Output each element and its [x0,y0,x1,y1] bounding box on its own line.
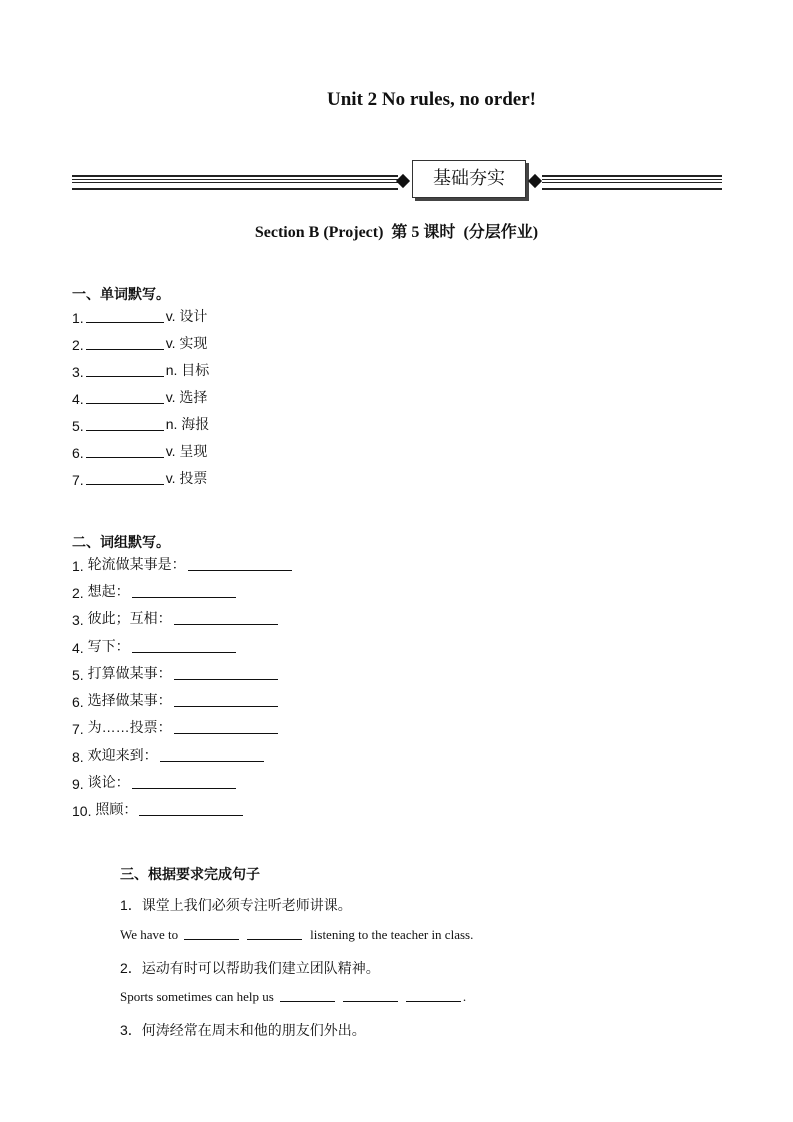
answer-blank[interactable] [139,814,243,816]
subtitle-note: (分层作业) [463,224,539,241]
q3-chinese: 3．何涛经常在周末和他的朋友们外出。 [120,1022,366,1038]
q2-after: . [462,989,467,1004]
q2-english [120,989,466,1005]
word-item [72,387,207,407]
word-item [72,468,207,488]
item-hint: v. 选择 [165,389,208,405]
answer-blank[interactable] [160,760,264,762]
item-prompt: 谈论： [87,774,130,790]
item-hint: n. 海报 [165,416,210,432]
item-prompt: 彼此；互相： [87,610,172,626]
item-num: 10. [72,803,92,819]
answer-blank[interactable] [86,321,164,323]
item-prompt: 照顾： [95,801,138,817]
item-num: 5. [72,667,84,683]
item-num: 6. [72,445,84,461]
banner-rule-left [72,175,398,190]
phrase-item [72,772,238,792]
answer-blank[interactable] [247,938,302,940]
word-item [72,306,207,326]
answer-blank[interactable] [132,787,236,789]
banner-diamond-right [528,174,542,188]
banner-label: 基础夯实 [412,160,526,198]
part3-heading: 三、根据要求完成句子 [120,866,260,882]
subtitle-lesson: 第 5 课时 [391,224,456,241]
item-prompt: 打算做某事： [87,665,172,681]
item-prompt: 写下： [87,638,130,654]
word-item [72,360,209,380]
phrase-item [72,799,245,819]
phrase-item [72,636,238,656]
item-num: 4. [72,391,84,407]
answer-blank[interactable] [86,483,164,485]
phrase-item [72,554,294,574]
word-item [72,414,209,434]
answer-blank[interactable] [280,1000,335,1002]
word-item [72,441,207,461]
item-prompt: 欢迎来到： [87,747,158,763]
phrase-item [72,581,238,601]
q2-before: Sports sometimes can help us [120,989,274,1004]
item-prompt: 想起： [87,583,130,599]
answer-blank[interactable] [132,596,236,598]
answer-blank[interactable] [174,678,278,680]
q1-after: listening to the teacher in class. [310,927,474,942]
item-num: 6. [72,694,84,710]
item-prompt: 为……投票： [87,719,172,735]
answer-blank[interactable] [132,651,236,653]
q1-before: We have to [120,927,179,942]
subtitle-section: Section B (Project) [254,224,384,241]
item-hint: n. 目标 [165,362,210,378]
section-subtitle [0,219,793,242]
answer-blank[interactable] [174,732,278,734]
item-hint: v. 投票 [165,470,208,486]
q1-english [120,927,473,943]
answer-blank[interactable] [86,375,164,377]
item-num: 2. [72,337,84,353]
item-num: 5. [72,418,84,434]
item-num: 3. [72,364,84,380]
answer-blank[interactable] [184,938,239,940]
answer-blank[interactable] [86,348,164,350]
item-hint: v. 设计 [165,308,208,324]
answer-blank[interactable] [188,569,292,571]
item-num: 4. [72,640,84,656]
item-num: 9. [72,776,84,792]
banner-diamond-left [396,174,410,188]
answer-blank[interactable] [86,429,164,431]
answer-blank[interactable] [406,1000,461,1002]
item-num: 8. [72,749,84,765]
answer-blank[interactable] [174,705,278,707]
q1-chinese: 1．课堂上我们必须专注听老师讲课。 [120,897,352,913]
phrase-item [72,690,280,710]
phrase-item [72,717,280,737]
part2-heading: 二、词组默写。 [72,534,170,550]
phrase-item [72,608,280,628]
banner-rule-right [542,175,722,190]
q2-chinese: 2．运动有时可以帮助我们建立团队精神。 [120,960,380,976]
word-item [72,333,207,353]
item-num: 7. [72,472,84,488]
item-num: 7. [72,721,84,737]
answer-blank[interactable] [343,1000,398,1002]
answer-blank[interactable] [86,402,164,404]
answer-blank[interactable] [174,623,278,625]
item-num: 1. [72,310,84,326]
item-prompt: 轮流做某事是： [87,556,186,572]
item-num: 3. [72,612,84,628]
part1-heading: 一、单词默写。 [72,286,170,302]
item-hint: v. 实现 [165,335,208,351]
item-prompt: 选择做某事： [87,692,172,708]
page-title: Unit 2 No rules, no order! [327,89,536,110]
item-hint: v. 呈现 [165,443,208,459]
item-num: 2. [72,585,84,601]
answer-blank[interactable] [86,456,164,458]
item-num: 1. [72,558,84,574]
phrase-item [72,663,280,683]
phrase-item [72,745,266,765]
